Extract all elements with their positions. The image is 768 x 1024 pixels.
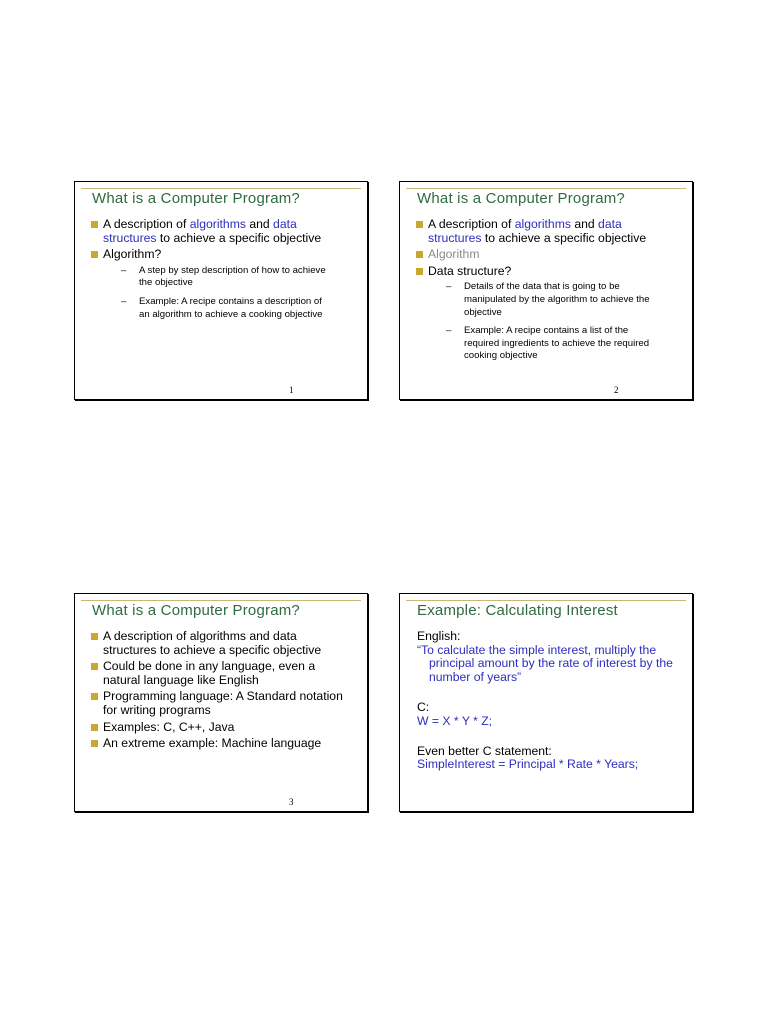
bullet-item: Examples: C, C++, Java: [91, 721, 357, 735]
bullet-item: Could be done in any language, even a natural language like English: [91, 660, 357, 687]
slide-2: [399, 181, 693, 400]
sub-bullet-item: – Details of the data that is going to be manipulated by the algorithm to achieve the objective: [446, 281, 650, 318]
square-bullet-icon: [416, 221, 423, 228]
square-bullet-icon: [416, 251, 423, 258]
page-number: 3: [289, 797, 294, 807]
square-bullet-icon: [91, 633, 98, 640]
square-bullet-icon: [91, 251, 98, 258]
slide-3: [74, 593, 368, 812]
slide-1: [74, 181, 368, 400]
bullet-item: A description of algorithms and data structures to achieve a specific objective: [91, 630, 357, 657]
better-statement: SimpleInterest = Principal * Rate * Years;: [417, 757, 639, 772]
bullet-item: A description of algorithms and data structures to achieve a specific objective: [416, 218, 682, 245]
bullet-item: Algorithm: [416, 248, 682, 262]
english-label: English:: [417, 629, 461, 643]
bullet-item: Algorithm?: [91, 248, 357, 262]
bullet-item: Data structure?: [416, 265, 682, 279]
title-rule: [406, 188, 686, 189]
page-number: 2: [614, 385, 619, 395]
sub-bullet-item: – Example: A recipe contains a list of the required ingredients to achieve the required cooking objective: [446, 325, 650, 362]
bullet-item: Programming language: A Standard notation for writing programs: [91, 690, 357, 717]
slide-body: [91, 218, 357, 327]
dash-bullet-icon: –: [446, 325, 452, 337]
square-bullet-icon: [91, 221, 98, 228]
quote-line: number of years”: [429, 669, 522, 684]
title-rule: [81, 188, 361, 189]
square-bullet-icon: [91, 724, 98, 731]
c-label: C:: [417, 700, 430, 715]
slide-title: Example: Calculating Interest: [417, 602, 618, 619]
quote-line: “To calculate the simple interest, multiply the: [417, 642, 657, 657]
dash-bullet-icon: –: [121, 264, 127, 276]
square-bullet-icon: [91, 693, 98, 700]
page-number: 1: [289, 385, 294, 395]
bullet-item: A description of algorithms and data structures to achieve a specific objective: [91, 218, 357, 245]
dash-bullet-icon: –: [446, 281, 452, 293]
slide-body: [416, 218, 682, 369]
slide-4: [399, 593, 693, 812]
better-label: Even better C statement:: [417, 743, 552, 758]
square-bullet-icon: [416, 268, 423, 275]
quote-line: principal amount by the rate of interest by the: [429, 656, 673, 671]
slide-body: [91, 630, 357, 754]
c-statement: W = X * Y * Z;: [417, 713, 493, 728]
square-bullet-icon: [91, 740, 98, 747]
slide-title: What is a Computer Program?: [92, 190, 300, 207]
slide-body: [417, 630, 682, 772]
sub-bullet-item: – A step by step description of how to achieve the objective: [121, 264, 326, 289]
sub-bullet-item: – Example: A recipe contains a description of an algorithm to achieve a cooking objective: [121, 295, 323, 320]
slide-title: What is a Computer Program?: [417, 190, 625, 207]
bullet-item: An extreme example: Machine language: [91, 737, 357, 751]
title-rule: [81, 600, 361, 601]
slide-title: What is a Computer Program?: [92, 602, 300, 619]
dash-bullet-icon: –: [121, 295, 127, 307]
square-bullet-icon: [91, 663, 98, 670]
title-rule: [406, 600, 686, 601]
